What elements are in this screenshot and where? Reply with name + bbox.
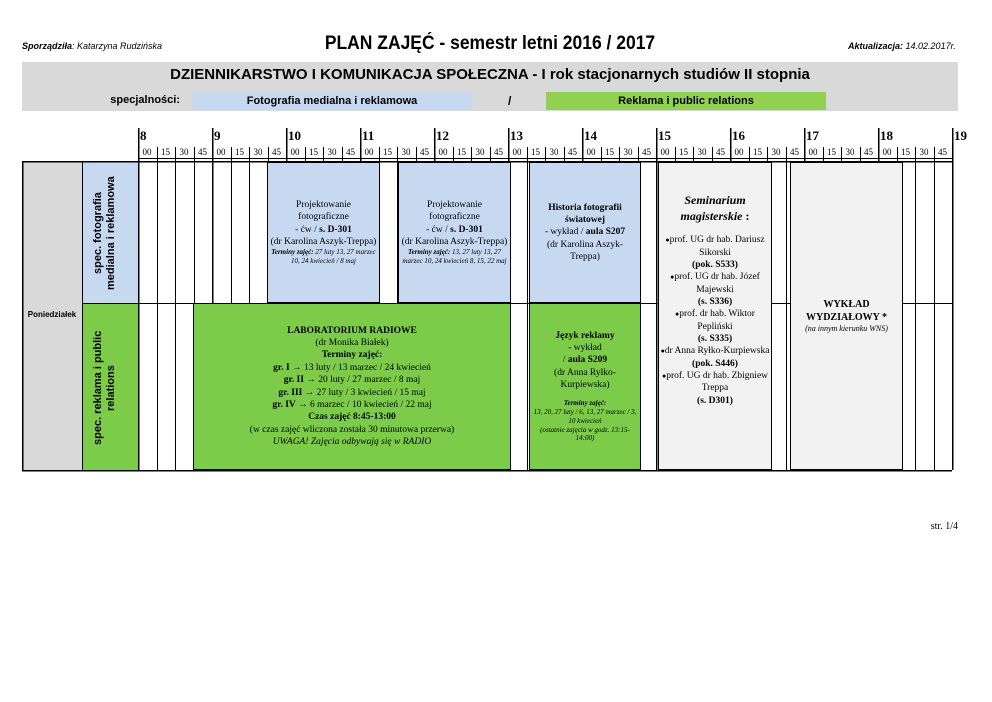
- specialty-separator: /: [508, 94, 512, 108]
- terms-text: 13, 27 luty 13, 27 marzec 10, 24 kwiecień 8, 15, 22 maj: [402, 248, 507, 266]
- break-note: (w czas zajęć wliczona została 30 minutowa przerwa): [249, 424, 455, 435]
- hour-label: 10: [288, 128, 301, 143]
- seminar-title: [659, 193, 771, 224]
- class-block-ad-language: [529, 303, 641, 470]
- class-room-line: [563, 354, 607, 366]
- terms-label: Terminy zajęć:: [407, 248, 451, 257]
- class-room: s. D-301: [319, 224, 352, 235]
- class-title-line-2: fotograficzne: [429, 212, 480, 223]
- room-prefix: /: [562, 355, 568, 366]
- minute-label: 15: [309, 147, 318, 157]
- specialty-pr: Reklama i public relations: [546, 92, 826, 110]
- minute-label: 00: [438, 147, 448, 157]
- seminar-item: [659, 234, 771, 271]
- class-title: Historia fotografii światowej: [548, 202, 622, 225]
- minute-label: 30: [771, 147, 781, 157]
- minute-label: 00: [586, 147, 596, 157]
- group-row: [273, 362, 431, 374]
- group-dates: 13 luty / 13 marzec / 24 kwiecień: [303, 362, 431, 373]
- minute-label: 15: [161, 147, 170, 157]
- seminar-person: [659, 271, 771, 296]
- seminar-title-text: Seminarium magisterskie: [680, 193, 746, 223]
- minute-label: 30: [327, 147, 337, 157]
- terms-text: 27 luty 13, 27 marzec 10, 24 kwiecień / 8 maj: [291, 248, 376, 266]
- group-row: [284, 374, 421, 386]
- update-label: Aktualizacja:: [848, 41, 904, 51]
- hour-label: 13: [510, 128, 523, 143]
- seminar-person-name: prof. UG dr hab. Zbigniew Treppa: [666, 370, 769, 394]
- arrow: →: [295, 399, 311, 410]
- class-title-line-2: fotograficzne: [298, 212, 349, 223]
- class-terms: [399, 248, 510, 266]
- warning-note: UWAGA! Zajęcia odbywają się w RADIO: [272, 436, 432, 447]
- class-type: [545, 226, 625, 238]
- minute-label: 30: [919, 147, 929, 157]
- class-terms: [268, 248, 379, 266]
- seminar-person-name: prof. UG dr hab. Józef Majewski: [674, 272, 760, 295]
- group-row: [278, 387, 425, 399]
- arrow: →: [289, 362, 304, 373]
- class-type: [426, 224, 483, 236]
- minute-label: 30: [549, 147, 559, 157]
- class-teacher: (dr Karolina Aszyk-Treppa): [401, 237, 508, 248]
- minute-label: 15: [235, 147, 244, 157]
- seminar-list: [659, 234, 771, 407]
- group-dates: 20 luty / 27 marzec / 8 maj: [318, 375, 421, 386]
- class-title: LABORATORIUM RADIOWE: [287, 325, 417, 336]
- group-name: gr. IV: [272, 399, 296, 410]
- class-block-photo-history: [529, 162, 641, 303]
- class-teacher: (dr Karolina Aszyk-Treppa): [547, 239, 623, 263]
- minute-label: 15: [901, 147, 910, 157]
- seminar-item: [659, 345, 771, 370]
- day-label: Poniedziałek: [27, 310, 77, 319]
- minute-label: 45: [938, 147, 947, 157]
- seminar-person-name: dr Anna Ryłko-Kurpiewska: [664, 346, 770, 357]
- minute-label: 15: [679, 147, 688, 157]
- minute-label: 30: [179, 147, 189, 157]
- author-name: : Katarzyna Rudzińska: [72, 41, 163, 51]
- minute-label: 00: [364, 147, 374, 157]
- minute-label: 30: [623, 147, 633, 157]
- minute-label: 15: [605, 147, 614, 157]
- seminar-item: [659, 308, 771, 345]
- class-type: - wykład: [568, 343, 602, 354]
- class-teacher: (dr Anna Ryłko-Kurpiewska): [554, 367, 616, 391]
- terms-label: Terminy zajęć:: [321, 350, 383, 361]
- lecture-note: (na innym kierunku WNS): [805, 323, 888, 333]
- seminar-person: [659, 345, 771, 357]
- hour-label: 19: [954, 128, 967, 143]
- class-room: s. D-301: [450, 224, 483, 235]
- row-2-label: spec. reklama i public relations: [92, 330, 118, 446]
- minute-label: 45: [864, 147, 873, 157]
- minute-label: 30: [697, 147, 707, 157]
- seminar-person: [659, 370, 771, 395]
- minute-label: 00: [142, 147, 152, 157]
- minute-label: 45: [790, 147, 799, 157]
- minute-label: 15: [457, 147, 466, 157]
- minute-label: 00: [660, 147, 670, 157]
- class-block-faculty-lecture: [790, 162, 903, 470]
- minute-label: 15: [827, 147, 836, 157]
- class-type-text: - ćw /: [295, 224, 320, 235]
- hour-label: 11: [362, 128, 375, 143]
- specialties-label: specjalności:: [110, 94, 180, 106]
- group-name: gr. III: [278, 387, 303, 398]
- minute-label: 45: [716, 147, 725, 157]
- class-teacher: (dr Monika Białek): [315, 338, 389, 349]
- program-title: DZIENNIKARSTWO I KOMUNIKACJA SPOŁECZNA - I rok stacjonarnych studiów II stopnia: [170, 66, 810, 83]
- hour-label: 9: [214, 128, 221, 143]
- seminar-room: (s. D301): [697, 395, 733, 406]
- hour-label: 12: [436, 128, 449, 143]
- minute-label: 45: [568, 147, 577, 157]
- row-1-label: spec. fotografia medialna i reklamowa: [92, 176, 118, 290]
- minute-label: 15: [383, 147, 392, 157]
- class-room: aula S209: [567, 355, 608, 366]
- author-label: Sporządziła: [22, 41, 73, 51]
- hour-label: 17: [806, 128, 819, 143]
- class-time: Czas zajęć 8:45-13:00: [308, 412, 396, 423]
- minute-label: 30: [475, 147, 485, 157]
- arrow: →: [302, 387, 317, 398]
- terms-note: (ostatnie zajęcia w godz. 13:15-14:00): [540, 425, 630, 443]
- hour-label: 14: [584, 128, 597, 143]
- group-row: [272, 399, 431, 411]
- lecture-title: WYKŁAD WYDZIAŁOWY *: [805, 298, 888, 323]
- seminar-room: (s. S336): [697, 296, 733, 307]
- update-value: 14.02.2017r.: [903, 41, 956, 51]
- minute-label: 30: [845, 147, 855, 157]
- minute-label: 00: [808, 147, 818, 157]
- minute-label: 45: [420, 147, 429, 157]
- seminar-room: (s. S335): [697, 333, 733, 344]
- class-type-text: - ćw /: [426, 224, 451, 235]
- page-title: PLAN ZAJĘĆ - semestr letni 2016 / 2017: [324, 33, 656, 54]
- group-name: gr. I: [273, 362, 290, 373]
- hour-label: 16: [732, 128, 745, 143]
- seminar-item: [659, 370, 771, 407]
- minute-label: 45: [494, 147, 503, 157]
- seminar-person-name: prof. dr hab. Wiktor Pepliński: [679, 309, 755, 332]
- minute-label: 45: [272, 147, 281, 157]
- seminar-person-name: prof. UG dr hab. Dariusz Sikorski: [669, 235, 765, 258]
- minute-label: 00: [216, 147, 226, 157]
- seminar-title-suffix: :: [742, 208, 750, 223]
- class-title-line-1: Projektowanie: [296, 200, 351, 211]
- seminar-person: [659, 308, 771, 333]
- class-room: aula S207: [585, 227, 626, 238]
- group-dates: 6 marzec / 10 kwiecień / 22 maj: [310, 399, 432, 410]
- minute-label: 00: [290, 147, 300, 157]
- minute-label: 45: [642, 147, 651, 157]
- minute-label: 45: [198, 147, 207, 157]
- minute-label: 30: [401, 147, 411, 157]
- minute-label: 00: [512, 147, 522, 157]
- minute-label: 30: [253, 147, 263, 157]
- hour-label: 15: [658, 128, 671, 143]
- seminar-item: [659, 271, 771, 308]
- class-block-photo-design-1: [267, 162, 380, 303]
- class-title-line-1: Projektowanie: [427, 200, 482, 211]
- specialty-photo: Fotografia medialna i reklamowa: [192, 92, 472, 110]
- minute-label: 45: [346, 147, 355, 157]
- group-dates: 27 luty / 3 kwiecień / 15 maj: [316, 387, 426, 398]
- hour-label: 8: [140, 128, 147, 143]
- class-block-photo-design-2: [398, 162, 511, 303]
- class-type-text: - wykład /: [544, 227, 586, 238]
- seminar-room: (pok. S446): [692, 358, 738, 369]
- page-number: str. 1/4: [930, 521, 958, 532]
- minute-label: 15: [531, 147, 540, 157]
- class-block-radio-lab: [193, 303, 511, 470]
- terms-label: Terminy zajęć:: [271, 248, 314, 257]
- hour-label: 18: [880, 128, 893, 143]
- class-type: [295, 224, 352, 236]
- minute-label: 15: [753, 147, 762, 157]
- seminar-person: [659, 234, 771, 259]
- minute-label: 00: [734, 147, 744, 157]
- terms-label: Terminy zajęć:: [563, 399, 607, 408]
- minute-label: 00: [882, 147, 892, 157]
- terms-text: 13, 20, 27 luty / 6, 13, 27 marzec / 3, 10 kwiecień: [533, 408, 637, 425]
- class-title: Język reklamy: [555, 330, 615, 341]
- class-block-seminar: [658, 162, 772, 470]
- group-name: gr. II: [283, 375, 304, 386]
- class-teacher: (dr Karolina Aszyk-Treppa): [270, 237, 377, 248]
- arrow: →: [303, 375, 319, 386]
- seminar-room: (pok. S533): [692, 259, 738, 270]
